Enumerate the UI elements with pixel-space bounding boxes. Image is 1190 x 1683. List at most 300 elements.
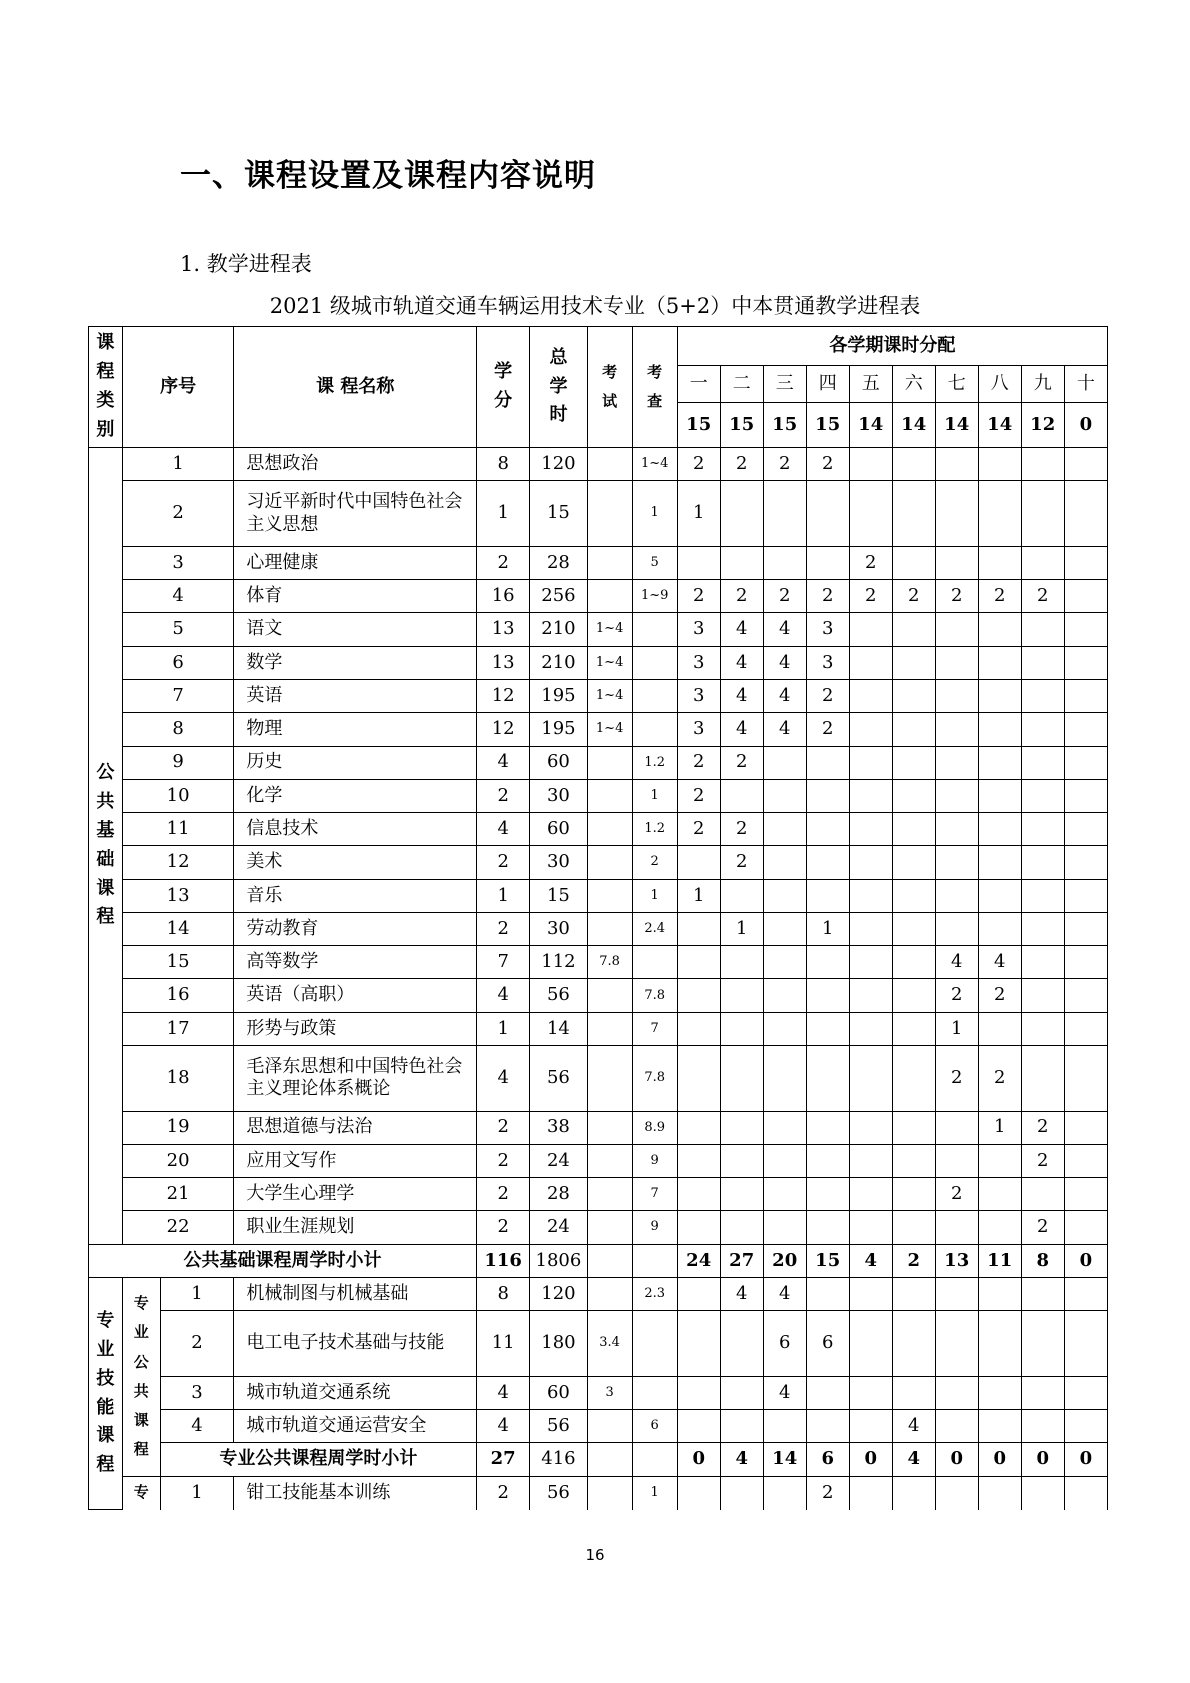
exam-cell [587,813,632,846]
term-hours-cell [892,1178,935,1211]
seq-cell: 12 [122,846,234,879]
subcategory-professional-next: 专 [122,1476,160,1509]
term-hours-cell [892,846,935,879]
term-hours-cell [1064,481,1107,547]
course-name-cell: 英语（高职） [234,979,477,1012]
term-hours-cell [849,779,892,812]
seq-cell: 22 [122,1211,234,1244]
term-hours-cell [892,946,935,979]
hours-cell: 60 [530,1376,587,1409]
course-name-cell: 毛泽东思想和中国特色社会主义理论体系概论 [234,1046,477,1112]
header-name: 课 程名称 [234,327,477,448]
hours-cell: 195 [530,713,587,746]
course-name-cell: 美术 [234,846,477,879]
term-hours-cell [1021,1278,1064,1311]
course-name-cell: 城市轨道交通系统 [234,1376,477,1409]
course-name-cell: 数学 [234,646,477,679]
term-hours-cell: 2 [1021,1111,1064,1144]
hours-cell: 120 [530,448,587,481]
check-cell: 1~9 [632,580,677,613]
term-hours-cell: 2 [720,846,763,879]
term-hours-cell: 6 [806,1311,849,1377]
term-hours-cell [1021,1311,1064,1377]
check-cell [632,646,677,679]
term-hours-cell [935,546,978,579]
seq-cell: 13 [122,879,234,912]
term-label: 二 [720,366,763,402]
check-cell: 1~4 [632,448,677,481]
check-cell: 1 [632,879,677,912]
term-hours-cell [935,713,978,746]
credit-cell: 1 [477,879,530,912]
term-hours-cell: 4 [978,946,1021,979]
term-hours-cell [892,646,935,679]
subtotal-term: 27 [720,1244,763,1277]
term-hours-cell: 2 [763,448,806,481]
subtotal-term: 15 [806,1244,849,1277]
term-hours-cell [677,1278,720,1311]
credit-cell: 2 [477,1111,530,1144]
term-hours-cell [1064,448,1107,481]
check-cell [632,713,677,746]
term-weeks: 15 [720,402,763,447]
term-hours-cell [892,448,935,481]
term-hours-cell [763,912,806,945]
term-hours-cell [720,946,763,979]
term-hours-cell [935,1376,978,1409]
seq-cell: 21 [122,1178,234,1211]
seq-cell: 1 [122,448,234,481]
term-hours-cell [806,1046,849,1112]
term-hours-cell [1021,846,1064,879]
term-hours-cell [849,979,892,1012]
term-hours-cell [1021,813,1064,846]
term-hours-cell: 2 [892,580,935,613]
credit-cell: 2 [477,1178,530,1211]
term-weeks: 15 [806,402,849,447]
term-hours-cell [892,912,935,945]
term-hours-cell: 4 [720,1278,763,1311]
subtotal-term: 0 [978,1443,1021,1476]
term-hours-cell [720,1476,763,1509]
term-weeks: 15 [677,402,720,447]
term-hours-cell [978,1311,1021,1377]
credit-cell: 8 [477,1278,530,1311]
term-hours-cell [978,481,1021,547]
seq-cell: 6 [122,646,234,679]
term-hours-cell [1021,746,1064,779]
term-hours-cell [978,746,1021,779]
term-hours-cell [677,546,720,579]
exam-cell [587,1012,632,1045]
term-hours-cell [978,1476,1021,1509]
term-hours-cell: 2 [763,580,806,613]
term-hours-cell [720,879,763,912]
term-hours-cell [935,448,978,481]
term-hours-cell [1064,1178,1107,1211]
term-hours-cell [677,979,720,1012]
hours-cell: 30 [530,846,587,879]
check-cell: 1 [632,1476,677,1509]
check-cell: 2 [632,846,677,879]
table-caption: 2021 级城市轨道交通车辆运用技术专业（5+2）中本贯通教学进程表 [269,294,921,318]
subtotal-term: 0 [849,1443,892,1476]
term-hours-cell [978,813,1021,846]
table-row [89,679,1108,712]
term-hours-cell: 2 [720,580,763,613]
subtotal-term: 8 [1021,1244,1064,1277]
term-label: 四 [806,366,849,402]
exam-cell: 7.8 [587,946,632,979]
term-hours-cell: 4 [720,679,763,712]
table-row [89,1211,1108,1244]
seq-cell: 17 [122,1012,234,1045]
term-hours-cell [849,746,892,779]
term-hours-cell [978,1410,1021,1443]
seq-cell: 9 [122,746,234,779]
term-hours-cell [1064,679,1107,712]
term-hours-cell [849,646,892,679]
term-hours-cell: 4 [720,613,763,646]
credit-cell: 4 [477,1046,530,1112]
header-category: 课程类别 [89,327,123,448]
subtotal-hours: 416 [530,1443,587,1476]
table-row [89,713,1108,746]
term-hours-cell [763,1144,806,1177]
term-hours-cell [1064,646,1107,679]
check-cell: 7 [632,1012,677,1045]
table-row [89,580,1108,613]
credit-cell: 12 [477,679,530,712]
term-hours-cell [806,946,849,979]
term-hours-cell [763,779,806,812]
term-hours-cell [1064,1211,1107,1244]
term-hours-cell [1021,779,1064,812]
term-hours-cell [806,1410,849,1443]
term-hours-cell [849,912,892,945]
table-row [89,646,1108,679]
term-hours-cell [720,1144,763,1177]
seq-cell: 1 [160,1476,234,1509]
exam-cell: 1~4 [587,613,632,646]
term-hours-cell [849,846,892,879]
credit-cell: 8 [477,448,530,481]
term-hours-cell [892,1311,935,1377]
credit-cell: 7 [477,946,530,979]
exam-cell [587,448,632,481]
term-hours-cell [1021,1178,1064,1211]
term-hours-cell [935,879,978,912]
term-label: 一 [677,366,720,402]
seq-cell: 18 [122,1046,234,1112]
seq-cell: 3 [160,1376,234,1409]
term-hours-cell [1064,1278,1107,1311]
term-hours-cell: 2 [720,448,763,481]
term-hours-cell [763,1211,806,1244]
term-hours-cell [1064,846,1107,879]
term-hours-cell [806,746,849,779]
term-label: 七 [935,366,978,402]
term-hours-cell [806,979,849,1012]
course-name-cell: 信息技术 [234,813,477,846]
check-cell: 6 [632,1410,677,1443]
term-hours-cell [806,1278,849,1311]
credit-cell: 1 [477,481,530,547]
check-cell [632,1311,677,1377]
credit-cell: 2 [477,846,530,879]
hours-cell: 15 [530,481,587,547]
term-hours-cell [849,1376,892,1409]
term-label: 三 [763,366,806,402]
seq-cell: 11 [122,813,234,846]
term-hours-cell [720,779,763,812]
term-hours-cell [892,679,935,712]
term-hours-cell: 2 [978,580,1021,613]
check-cell: 1 [632,779,677,812]
term-hours-cell [1021,448,1064,481]
seq-cell: 2 [160,1311,234,1377]
term-hours-cell [892,746,935,779]
term-hours-cell: 2 [1021,1144,1064,1177]
term-hours-cell [849,1046,892,1112]
term-label: 九 [1021,366,1064,402]
term-hours-cell [1064,779,1107,812]
hours-cell: 24 [530,1144,587,1177]
table-row [89,746,1108,779]
term-hours-cell [763,1178,806,1211]
term-hours-cell [1064,912,1107,945]
subsection-heading: 1. 教学进程表 [180,252,312,276]
subtotal-check [632,1244,677,1277]
seq-cell: 7 [122,679,234,712]
term-hours-cell [892,979,935,1012]
term-hours-cell [763,1410,806,1443]
term-hours-cell [806,1111,849,1144]
table-row [89,448,1108,481]
check-cell: 8.9 [632,1111,677,1144]
table-row [89,1376,1108,1409]
check-cell [632,946,677,979]
term-hours-cell [1064,813,1107,846]
term-hours-cell [1064,879,1107,912]
term-hours-cell [720,1046,763,1112]
check-cell: 9 [632,1144,677,1177]
term-hours-cell [806,846,849,879]
subtotal-term: 0 [1021,1443,1064,1476]
subtotal-row [89,1443,1108,1476]
term-hours-cell: 2 [677,448,720,481]
check-cell: 9 [632,1211,677,1244]
hours-cell: 60 [530,746,587,779]
term-hours-cell: 4 [935,946,978,979]
term-hours-cell [806,1144,849,1177]
term-hours-cell [935,646,978,679]
term-hours-cell [892,713,935,746]
hours-cell: 56 [530,979,587,1012]
term-hours-cell [720,1410,763,1443]
term-hours-cell: 2 [806,580,849,613]
header-exam: 考试 [587,327,632,448]
term-hours-cell: 3 [677,646,720,679]
term-hours-cell [806,879,849,912]
term-hours-cell [892,1278,935,1311]
seq-cell: 3 [122,546,234,579]
term-hours-cell [849,613,892,646]
exam-cell [587,1111,632,1144]
course-name-cell: 城市轨道交通运营安全 [234,1410,477,1443]
term-hours-cell [978,879,1021,912]
term-hours-cell: 1 [677,879,720,912]
term-hours-cell [806,813,849,846]
exam-cell [587,1046,632,1112]
term-hours-cell: 2 [806,713,849,746]
table-row [89,1012,1108,1045]
term-hours-cell [1064,746,1107,779]
term-hours-cell: 2 [935,580,978,613]
term-hours-cell [1021,1012,1064,1045]
hours-cell: 38 [530,1111,587,1144]
check-cell [632,679,677,712]
table-row [89,1144,1108,1177]
page-number: 16 [585,1546,605,1564]
term-hours-cell: 2 [1021,580,1064,613]
term-hours-cell: 2 [935,1178,978,1211]
subtotal-term: 13 [935,1244,978,1277]
credit-cell: 2 [477,1211,530,1244]
term-hours-cell [849,448,892,481]
term-hours-cell [677,1012,720,1045]
term-hours-cell [978,1178,1021,1211]
term-hours-cell: 4 [763,1376,806,1409]
term-hours-cell [677,1376,720,1409]
credit-cell: 2 [477,546,530,579]
subtotal-term: 4 [892,1443,935,1476]
term-hours-cell [935,481,978,547]
seq-cell: 4 [122,580,234,613]
term-hours-cell: 2 [720,746,763,779]
term-hours-cell [892,481,935,547]
term-weeks: 0 [1064,402,1107,447]
subtotal-term: 11 [978,1244,1021,1277]
credit-cell: 2 [477,1476,530,1509]
term-hours-cell [677,1476,720,1509]
exam-cell [587,912,632,945]
subtotal-hours: 1806 [530,1244,587,1277]
term-hours-cell: 2 [935,1046,978,1112]
term-hours-cell [1021,481,1064,547]
term-hours-cell: 3 [677,613,720,646]
term-weeks: 14 [849,402,892,447]
hours-cell: 112 [530,946,587,979]
term-hours-cell: 2 [677,813,720,846]
course-name-cell: 大学生心理学 [234,1178,477,1211]
term-hours-cell [892,1376,935,1409]
term-hours-cell [935,912,978,945]
table-row [89,879,1108,912]
hours-cell: 28 [530,546,587,579]
subtotal-credit: 116 [477,1244,530,1277]
seq-cell: 10 [122,779,234,812]
course-name-cell: 心理健康 [234,546,477,579]
term-hours-cell [849,1311,892,1377]
term-hours-cell [892,1046,935,1112]
hours-cell: 15 [530,879,587,912]
term-hours-cell [935,1111,978,1144]
course-name-cell: 化学 [234,779,477,812]
exam-cell [587,779,632,812]
term-hours-cell: 4 [763,613,806,646]
table-row [89,779,1108,812]
table-row [89,946,1108,979]
term-hours-cell [935,1211,978,1244]
term-hours-cell: 3 [677,713,720,746]
term-hours-cell [763,546,806,579]
subtotal-exam [587,1443,632,1476]
header-hours: 总学时 [530,327,587,448]
seq-cell: 2 [122,481,234,547]
term-hours-cell [978,1211,1021,1244]
exam-cell: 1~4 [587,713,632,746]
subtotal-term: 4 [720,1443,763,1476]
term-hours-cell: 2 [1021,1211,1064,1244]
term-hours-cell [1021,713,1064,746]
exam-cell [587,879,632,912]
term-hours-cell [978,448,1021,481]
header-seq: 序号 [122,327,234,448]
term-hours-cell: 1 [720,912,763,945]
subtotal-label: 公共基础课程周学时小计 [89,1244,477,1277]
subtotal-term: 20 [763,1244,806,1277]
term-hours-cell [763,1111,806,1144]
term-hours-cell [1064,1410,1107,1443]
term-hours-cell [720,481,763,547]
term-hours-cell: 1 [806,912,849,945]
category-public-basic: 公共基础课程 [89,448,123,1245]
term-hours-cell [1064,979,1107,1012]
header-credit: 学分 [477,327,530,448]
hours-cell: 30 [530,779,587,812]
term-hours-cell [720,546,763,579]
term-hours-cell [1064,1376,1107,1409]
term-hours-cell: 1 [677,481,720,547]
term-label: 五 [849,366,892,402]
term-hours-cell [935,1144,978,1177]
subtotal-credit: 27 [477,1443,530,1476]
teaching-schedule-table [88,326,1108,1510]
term-hours-cell [849,813,892,846]
term-hours-cell [1021,879,1064,912]
subtotal-term: 0 [1064,1443,1107,1476]
course-name-cell: 物理 [234,713,477,746]
check-cell [632,1376,677,1409]
term-hours-cell [677,846,720,879]
term-hours-cell [935,813,978,846]
term-hours-cell [935,679,978,712]
exam-cell [587,846,632,879]
exam-cell [587,1278,632,1311]
term-hours-cell [1021,946,1064,979]
table-row [89,1178,1108,1211]
term-hours-cell: 4 [892,1410,935,1443]
term-hours-cell [677,1144,720,1177]
term-hours-cell [806,1376,849,1409]
term-hours-cell [677,1410,720,1443]
table-row [89,979,1108,1012]
table-row [89,1410,1108,1443]
term-hours-cell [677,946,720,979]
term-hours-cell: 2 [935,979,978,1012]
term-hours-cell [763,746,806,779]
